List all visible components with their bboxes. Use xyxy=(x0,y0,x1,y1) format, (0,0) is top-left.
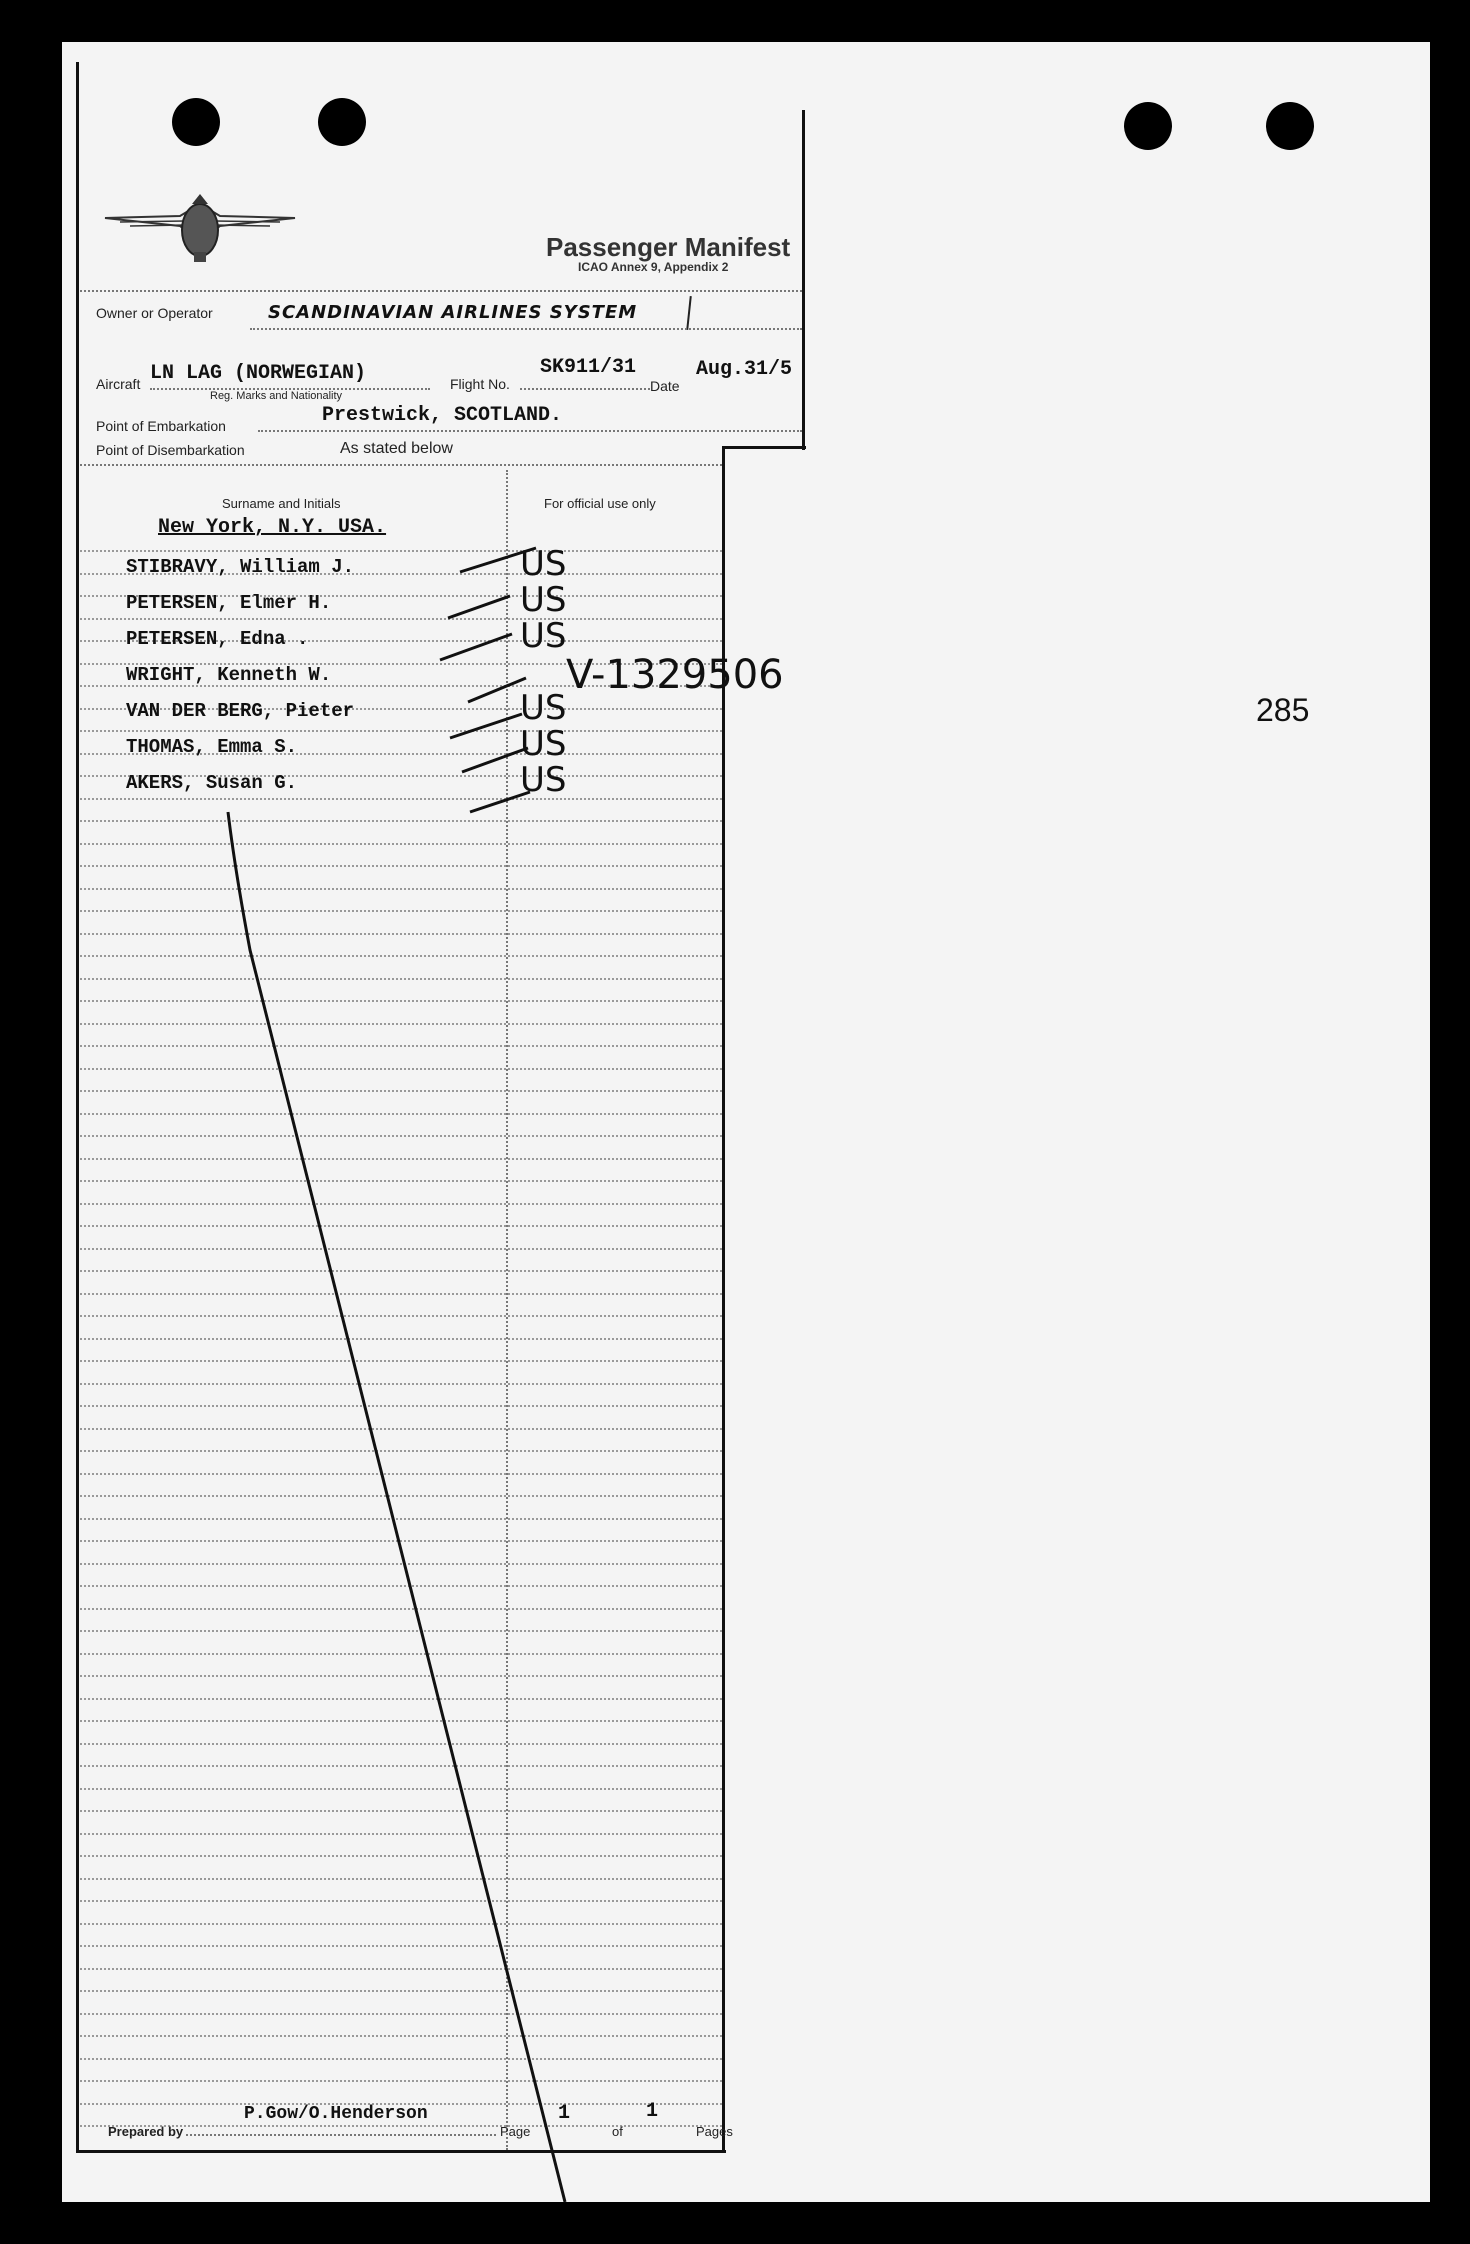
aircraft-label: Aircraft xyxy=(96,376,141,392)
official-use-mark: V-1329506 xyxy=(566,652,784,698)
aircraft-value: LN LAG (NORWEGIAN) xyxy=(150,362,367,385)
official-use-mark: US xyxy=(520,760,567,800)
passenger-name: STIBRAVY, William J. xyxy=(126,556,355,578)
embarkation-value: Prestwick, SCOTLAND. xyxy=(322,404,563,427)
date-label: Date xyxy=(650,378,680,394)
passenger-name: VAN DER BERG, Pieter xyxy=(126,700,355,722)
owner-value: SCANDINAVIAN AIRLINES SYSTEM xyxy=(268,302,638,323)
passenger-name: PETERSEN, Edna . xyxy=(126,628,309,650)
prepared-by-label: Prepared by xyxy=(108,2124,184,2139)
owner-label: Owner or Operator xyxy=(96,305,213,321)
flight-label: Flight No. xyxy=(450,376,510,392)
page-value: 1 xyxy=(558,2102,571,2125)
flight-value: SK911/31 xyxy=(540,356,637,379)
embarkation-label: Point of Embarkation xyxy=(96,418,226,434)
passenger-name: THOMAS, Emma S. xyxy=(126,736,298,758)
disembarkation-value: As stated below xyxy=(340,440,453,457)
reg-label: Reg. Marks and Nationality xyxy=(210,390,343,402)
passenger-name: AKERS, Susan G. xyxy=(126,772,298,794)
date-value: Aug.31/5 xyxy=(696,358,793,381)
of-label: of xyxy=(612,2124,623,2139)
prepared-by-line xyxy=(186,2134,496,2136)
official-use-mark: US xyxy=(520,580,567,620)
official-use-mark: US xyxy=(520,724,567,764)
of-value: 1 xyxy=(646,2100,659,2123)
official-column-header: For official use only xyxy=(544,496,656,511)
passenger-name: PETERSEN, Elmer H. xyxy=(126,592,332,614)
names-column-header: Surname and Initials xyxy=(222,496,341,511)
official-use-mark: US xyxy=(520,544,567,584)
disembarkation-label: Point of Disembarkation xyxy=(96,442,245,458)
official-use-mark: US xyxy=(520,688,567,728)
destination: New York, N.Y. USA. xyxy=(158,516,387,539)
form-title: Passenger Manifest xyxy=(546,232,791,262)
page-stamp-number: 285 xyxy=(1256,692,1310,728)
page-label: Page xyxy=(500,2124,531,2139)
passenger-name: WRIGHT, Kenneth W. xyxy=(126,664,332,686)
form-subtitle: ICAO Annex 9, Appendix 2 xyxy=(578,260,729,274)
official-use-mark: US xyxy=(520,616,567,656)
prepared-by-value: P.Gow/O.Henderson xyxy=(244,2104,428,2124)
pages-label: Pages xyxy=(696,2124,733,2139)
